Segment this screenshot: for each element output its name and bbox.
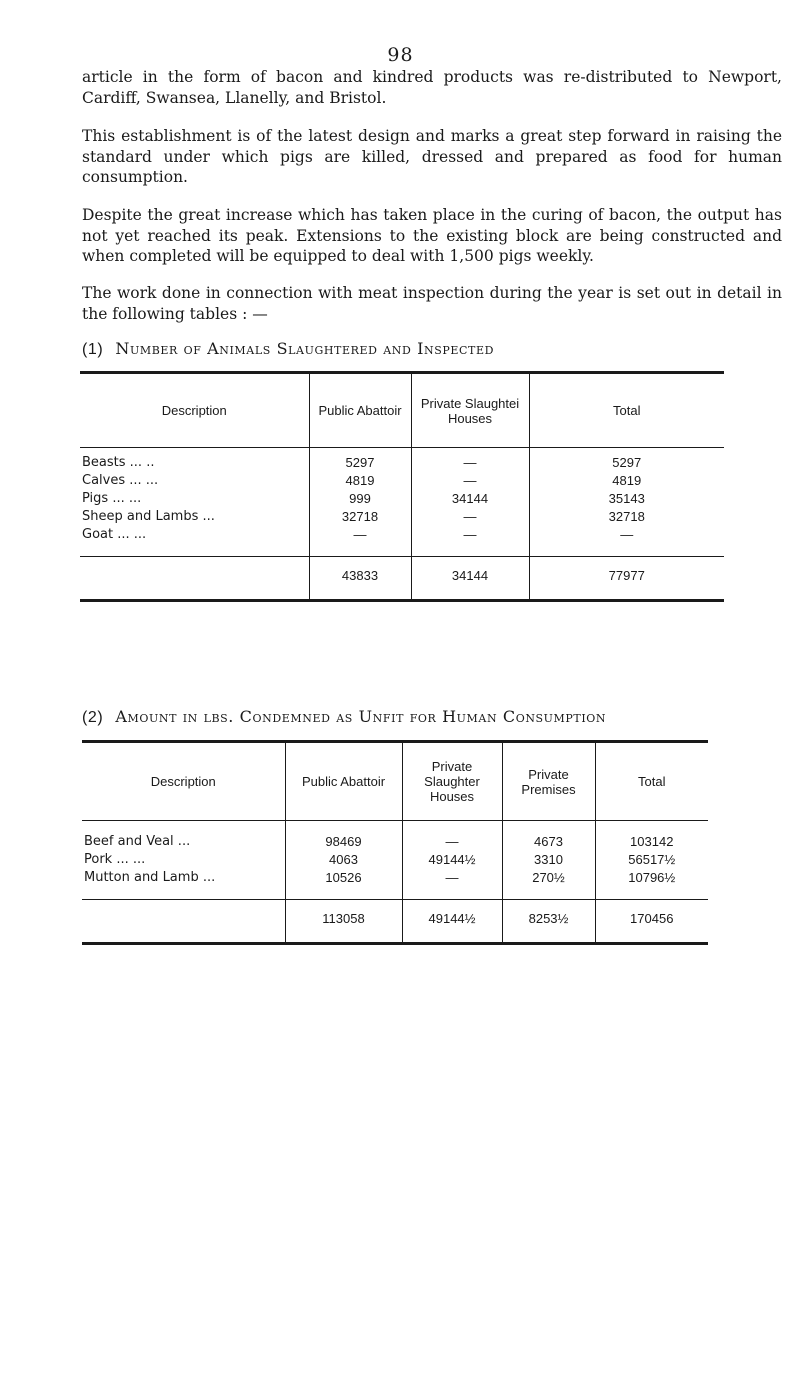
table1-grand-total: 77977 — [529, 557, 724, 601]
table2-cell: 4673 — [534, 834, 563, 849]
table1-header-description: Description — [80, 373, 309, 448]
table2-cell: — — [445, 870, 459, 885]
table2-total-column — [595, 821, 708, 900]
condemned-meat-table — [82, 740, 708, 945]
table2-cell: 270½ — [532, 870, 565, 885]
table2-cell: — — [445, 834, 459, 849]
table2-total-private-premises: 8253½ — [502, 900, 595, 944]
table1-number: (1) — [82, 341, 104, 358]
table2-header-public-abattoir: Public Abattoir — [285, 742, 402, 821]
table1-cell: 5297 — [612, 455, 642, 470]
table2-cell: 103142 — [630, 834, 674, 849]
table1-totals-row — [80, 557, 724, 601]
table1-row-description: Pigs ... ... — [82, 491, 142, 506]
table1-description-column — [80, 448, 309, 557]
table1-totals-label — [80, 557, 309, 601]
table1-public-abattoir-column — [309, 448, 411, 557]
table2-description-column — [82, 821, 285, 900]
table1-row-description: Sheep and Lambs ... — [82, 509, 215, 524]
animals-slaughtered-table — [80, 371, 724, 602]
table1-total-column — [529, 448, 724, 557]
table1-cell: — — [463, 527, 477, 542]
table1-cell: 34144 — [451, 491, 489, 506]
table1-total-public-abattoir: 43833 — [309, 557, 411, 601]
table1-private-slaughter-houses-column — [411, 448, 529, 557]
table1-header-private-slaughter-houses: Private Slaughtei Houses — [411, 373, 529, 448]
table1-cell: 4819 — [345, 473, 375, 488]
table2-header-row — [82, 742, 708, 821]
paragraph-bacon-distribution: article in the form of bacon and kindred products was re-distributed to Newport, Cardiff, Swansea, Llanelly, and Bristol. — [82, 68, 782, 107]
table2-header-private-premises: Private Premises — [502, 742, 595, 821]
table1-row-description: Beasts ... .. — [82, 455, 155, 470]
table2-title: Amount in lbs. Condemned as Unfit for Human Consumption — [115, 707, 607, 726]
table2-totals-row — [82, 900, 708, 944]
table1-cell: 5297 — [345, 455, 375, 470]
table2-row-description: Beef and Veal ... — [84, 834, 191, 849]
table1-row-description: Goat ... ... — [82, 527, 147, 542]
table1-cell: — — [463, 455, 477, 470]
table2-total-public-abattoir: 113058 — [285, 900, 402, 944]
page-number: 98 — [387, 44, 414, 66]
paragraph-bacon-curing: Despite the great increase which has taken place in the curing of bacon, the output has not yet reached its peak. Extensions to the existing block are being constructed and when completed will be equipped to deal with 1,500 pigs weekly. — [82, 206, 782, 265]
table2-cell: 10526 — [325, 870, 362, 885]
table1-cell: — — [463, 473, 477, 488]
table2-row-description: Mutton and Lamb ... — [84, 870, 216, 885]
table2-public-abattoir-column — [285, 821, 402, 900]
table2-header-description: Description — [82, 742, 285, 821]
table2-heading — [82, 707, 782, 727]
table2-private-premises-column — [502, 821, 595, 900]
table2-total-private-slaughter-houses: 49144½ — [402, 900, 502, 944]
table2-grand-total: 170456 — [595, 900, 708, 944]
table1-body — [80, 448, 724, 557]
table1-cell: 35143 — [608, 491, 645, 506]
table1-cell: — — [353, 527, 367, 542]
table2-private-slaughter-houses-column — [402, 821, 502, 900]
table2-totals-label — [82, 900, 285, 944]
table1-header-public-abattoir: Public Abattoir — [309, 373, 411, 448]
table1-cell: 32718 — [341, 509, 379, 524]
table2-cell: 10796½ — [628, 870, 676, 885]
table1-header-total: Total — [529, 373, 724, 448]
table1-header-row — [80, 373, 724, 448]
table1-total-private-slaughter-houses: 34144 — [411, 557, 529, 601]
table2-number: (2) — [82, 709, 104, 726]
table2-cell: 56517½ — [628, 852, 676, 867]
table2-body — [82, 821, 708, 900]
table2-cell: 98469 — [325, 834, 362, 849]
table2-cell: 4063 — [329, 852, 358, 867]
table1-cell: 4819 — [612, 473, 642, 488]
table1-row-description: Calves ... ... — [82, 473, 159, 488]
table1-cell: — — [620, 527, 634, 542]
table2-cell: 3310 — [534, 852, 563, 867]
table2-row-description: Pork ... ... — [84, 852, 146, 867]
table2-cell: 49144½ — [428, 852, 476, 867]
table1-cell: — — [463, 509, 477, 524]
paragraph-establishment: This establishment is of the latest design and marks a great step forward in raising the standard under which pigs are killed, dressed and prepared as food for human consumption. — [82, 127, 782, 186]
table1-title: Number of Animals Slaughtered and Inspected — [115, 339, 495, 358]
table2-header-total: Total — [595, 742, 708, 821]
table1-cell: 999 — [349, 491, 371, 506]
table2-header-private-slaughter-houses: Private Slaughter Houses — [402, 742, 502, 821]
table1-cell: 32718 — [608, 509, 645, 524]
table1-heading — [82, 339, 782, 359]
paragraph-meat-inspection: The work done in connection with meat inspection during the year is set out in detail in the following tables : — — [82, 284, 782, 323]
